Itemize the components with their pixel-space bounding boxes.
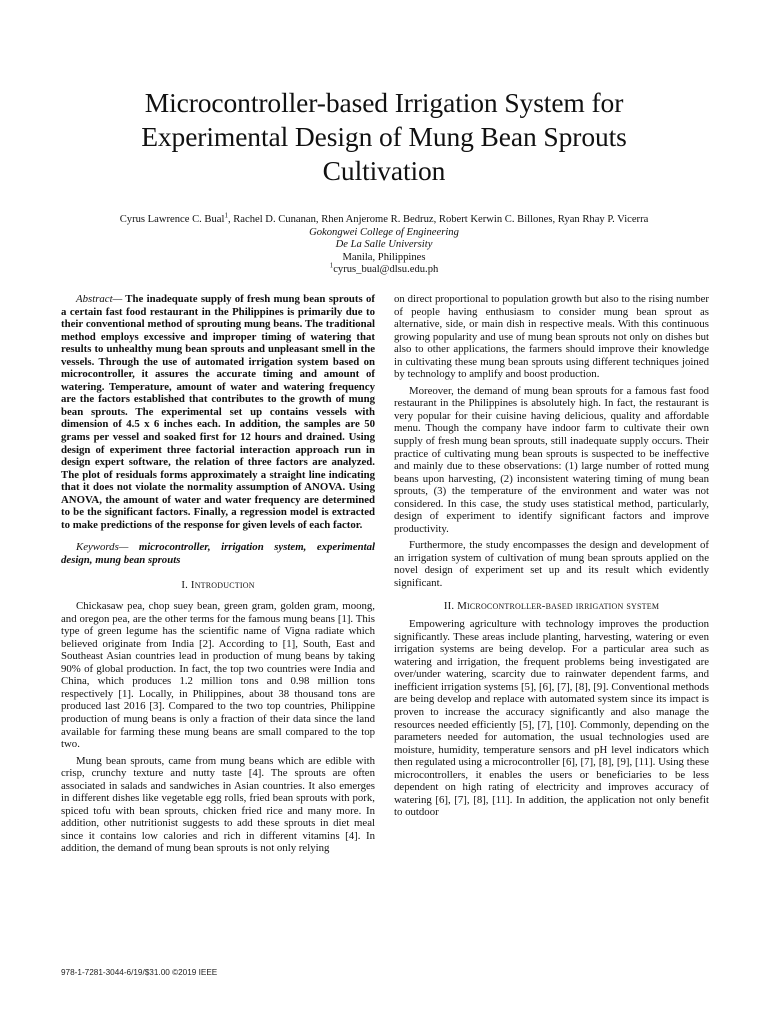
section-heading-irrigation-system: II. Microcontroller-based irrigation system <box>443 599 660 612</box>
university-name: De La Salle University <box>335 239 433 251</box>
college-name: Gokongwei College of Engineering <box>309 226 459 238</box>
intro-paragraph-1: Chickasaw pea, chop suey bean, green gram, golden gram, moong, and oregon pea, are the other terms for the famous mung beans [1]. This type of green legume has the scientific name of Vigna radiate which believed originate from India [2]. According to [1], South, East and Southeast Asian countries lead in production of mung beans by taking 90% of global production. In fact, the top two countries were India and China, which produces 1.2 million tons and 0.98 million tons respectively [1]. Locally, in Philippines, about 38 thousand tons are produced last 2016 [3]. Compared to the two top countries, Philippine production of mung beans is only a fraction of their data since the land available for farming these mung beans are small compared to the top two. <box>61 600 375 751</box>
keywords-text: microcontroller, irrigation system, experimental design, mung bean sprouts <box>61 541 375 566</box>
affiliation-mark: 1 <box>224 211 228 220</box>
email-mark: 1 <box>329 261 334 270</box>
intro-paragraph-5: Furthermore, the study encompasses the design and development of an irrigation system of cultivation of mung bean sprouts applied on the novel design of experiment set up and its result which evidently significant. <box>394 539 709 590</box>
abstract-text: The inadequate supply of fresh mung bean sprouts of a certain fast food restaurant in the Philippines is primarily due to their conventional method of sprouting mung beans. The traditional method employs excessive and improper timing of watering that results to unhealthy mung bean sprouts and unpleasant smell in the vessels. Through the use of automated irrigation system based on microcontroller, it assures the accurate timing and amount of watering. Temperature, amount of water and watering frequency are the factors established that contributes to the growth of mung bean sprouts. The experimental set up contains vessels with dimension of 4.5 x 6 inches each. In addition, the samples are 50 grams per vessel and soaked first for 12 hours and drained. Using design of experiment three factorial interaction approach run in design expert software, the relation of three factors are analyzed. The plot of residuals forms approximately a straight line indicating that it does not violate the normality assumption of ANOVA. Using ANOVA, the amount of water and water frequency are determined to be the significant factors. Finally, a regression model is extracted to make predictions of the response for given levels of each factor. <box>61 293 375 531</box>
author-email: cyrus_bual@dlsu.edu.ph <box>333 264 439 276</box>
first-author: Cyrus Lawrence C. Bual <box>119 214 225 225</box>
location: Manila, Philippines <box>342 251 426 263</box>
author-list <box>40 211 728 227</box>
intro-paragraph-4: Moreover, the demand of mung bean sprouts for a famous fast food restaurant in the Philippines is absolutely high. In fact, the restaurant is very popular for their cuisine having delicious, quality and affordable menu. Though the company have indoor farm to cultivate their own supply of fresh mung bean sprouts, still inadequate supply occurs. Their practice of cultivating mung bean sprouts is suspected to be ineffective and mainly due to these observations: (1) large number of rotted mung beans upon harvesting, (2) inconsistent watering timing of mung bean sprouts, (3) the temperature of the environment and water was not considered. In this case, the study uses statistical method, particularly, design of experiment to identify significant factors and improve productivity. <box>394 384 709 535</box>
irrigation-paragraph-1: Empowering agriculture with technology improves the production significantly. These areas include planting, harvesting, watering or even irrigation systems are being develop. For a particular area such as watering and irrigation, the frequent problems being investigated are over/under watering, scarcity due to rainwater dependent farms, and inefficient irrigation systems [5], [6], [7], [8], [9]. Conventional methods are being develop and replace with automated system since its impact is proven to increase the accuracy significantly and also manage the resources needed efficiently [5], [7], [10]. Commonly, depending on the parameters needed for automation, the usual technologies used are moisture, humidity, temperature sensors and pH level indicators which then regulated using a microcontroller [6], [7], [8], [9], [11]. Using these microcontrollers, it enables the users or beneficiaries to be less dependent on high rating of electricity and improves accuracy of watering [6], [7], [8], [11]. In addition, the application not only benefit to outdoor <box>394 618 709 819</box>
keywords <box>61 541 375 566</box>
section-heading-introduction: I. Introduction <box>181 579 255 592</box>
intro-paragraph-2: Mung bean sprouts, came from mung beans which are edible with crisp, crunchy texture and nutty taste [4]. The sprouts are often associated in salads and sandwiches in Asian countries. It also emerges in different dishes like vegetable egg rolls, fried bean sprouts with pork, spiced tofu with bean sprouts, chicken fried rice and many more. In addition, other nutritionist suggests to add these sprouts in diet meal since it contains low calories and rich in different vitamins [4]. In addition, the demand of mung bean sprouts is not only relying <box>61 754 375 855</box>
co-authors: , Rachel D. Cunanan, Rhen Anjerome R. Bedruz, Robert Kerwin C. Billones, Ryan Rhay P. Vicerra <box>227 214 649 225</box>
copyright-footer: 978-1-7281-3044-6/19/$31.00 ©2019 IEEE <box>61 968 218 977</box>
email-line <box>40 261 728 277</box>
right-column <box>394 293 709 823</box>
paper-title: Microcontroller-based Irrigation System for Experimental Design of Mung Bean Sprouts Cultivation <box>141 87 627 186</box>
abstract-label: Abstract— <box>76 293 123 305</box>
intro-paragraph-3: on direct proportional to population growth but also to the rising number of people having enthusiasm to consider mung bean sprout as alternative, side, or main dish in respective meals. With this continuous growing popularity and use of mung bean sprouts not only on dishes but also to other applications, the farmers should improve their knowledge in cultivating these mung bean sprouts using different techniques joined by technology to amplify and boost production. <box>394 293 709 381</box>
keywords-label: Keywords— <box>76 541 129 554</box>
left-column <box>61 293 375 859</box>
abstract <box>61 293 375 531</box>
author-block <box>40 211 728 277</box>
